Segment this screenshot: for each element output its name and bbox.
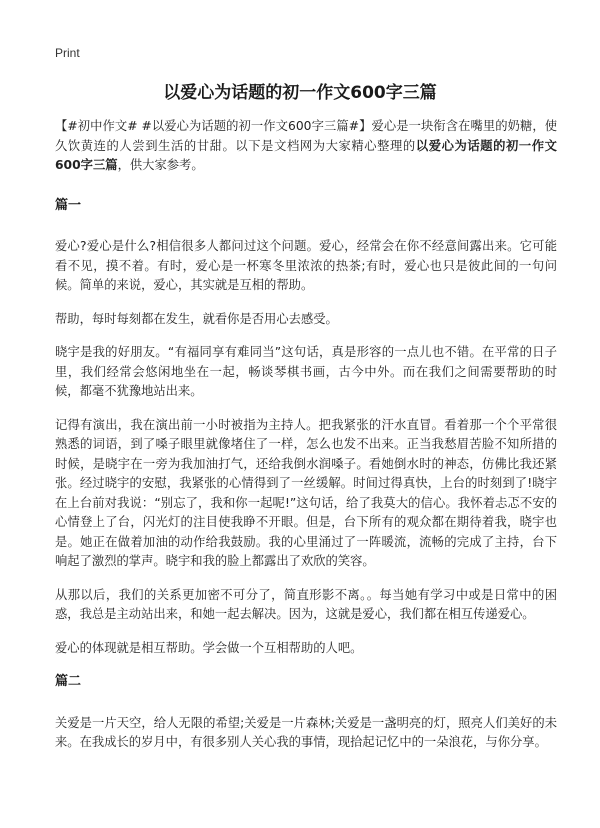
paragraph: 从那以后，我们的关系更加密不可分了，简直形影不离。。每当她有学习中或是日常中的困惑，我总是主动站出来，和她一起去解决。因为，这就是爱心，我们都在相互传递爱心。 xyxy=(55,587,557,621)
paragraph: 记得有演出，我在演出前一小时被指为主持人。把我紧张的汗水直冒。看着那一个个平常很熟悉的词语，到了嗓子眼里就像堵住了一样，怎么也发不出来。正当我愁眉苦脸不知所措的时候，是晓宇在一旁为我加油打气，还给我倒水润嗓子。看她倒水时的神态，仿佛比我还紧张。经过晓宇的安慰，我紧张的心情得到了一丝缓解。时间过得真快，上台的时刻到了!晓宇在上台前对我说：“别忘了，我和你一起呢!”这句话，给了我莫大的信心。我怀着忐忑不安的心情登上了台，闪光灯的注目使我睁不开眼。但是，台下所有的观众都在期待着我，晓宇也是。她正在做着加油的动作给我鼓励。我的心里涌过了一阵暖流，流畅的完成了主持，台下响起了激烈的掌声。晓宇和我的脸上都露出了欢欣的笑容。 xyxy=(55,417,557,568)
paragraph: 爱心的体现就是相互帮助。学会做一个互相帮助的人吧。 xyxy=(55,640,363,655)
paragraph: 爱心?爱心是什么?相信很多人都问过这个问题。爱心，经常会在你不经意间露出来。它可能看不见，摸不着。有时，爱心是一杯寒冬里浓浓的热茶;有时，爱心也只是彼此间的一句问候。简单的来说，爱心，其实就是互相的帮助。 xyxy=(55,239,557,292)
paragraph: 晓宇是我的好朋友。“有福同享有难同当”这句话，真是形容的一点儿也不错。在平常的日子里，我们经常会悠闲地坐在一起，畅谈琴棋书画，古今中外。而在我们之间需要帮助的时候，都毫不犹豫地站出来。 xyxy=(55,345,557,398)
intro-bold-title: 以爱心为话题的初一作文600字三篇 xyxy=(55,138,557,172)
paragraph: 关爱是一片天空，给人无限的希望;关爱是一片森林;关爱是一盏明亮的灯，照亮人们美好的未来。在我成长的岁月中，有很多别人关心我的事情，现拾起记忆中的一朵浪花，与你分享。 xyxy=(55,715,557,749)
paragraph: 帮助，每时每刻都在发生，就看你是否用心去感受。 xyxy=(55,311,338,326)
intro-suffix: ，供大家参考。 xyxy=(117,158,204,172)
page-title: 以爱心为话题的初一作文600字三篇 xyxy=(163,83,437,103)
section-heading-1: 篇一 xyxy=(55,197,82,213)
intro-paragraph xyxy=(55,117,557,176)
article-body xyxy=(55,117,557,767)
intro-prefix: 【#初中作文# #以爱心为话题的初一作文600字三篇#】爱心是一块衔含在嘴里的奶糖，使久饮黄连的人尝到生活的甘甜。以下是文档网为大家精心整理的 xyxy=(55,119,557,153)
section-heading-2: 篇二 xyxy=(55,674,82,689)
print-link[interactable]: Print xyxy=(55,46,80,60)
